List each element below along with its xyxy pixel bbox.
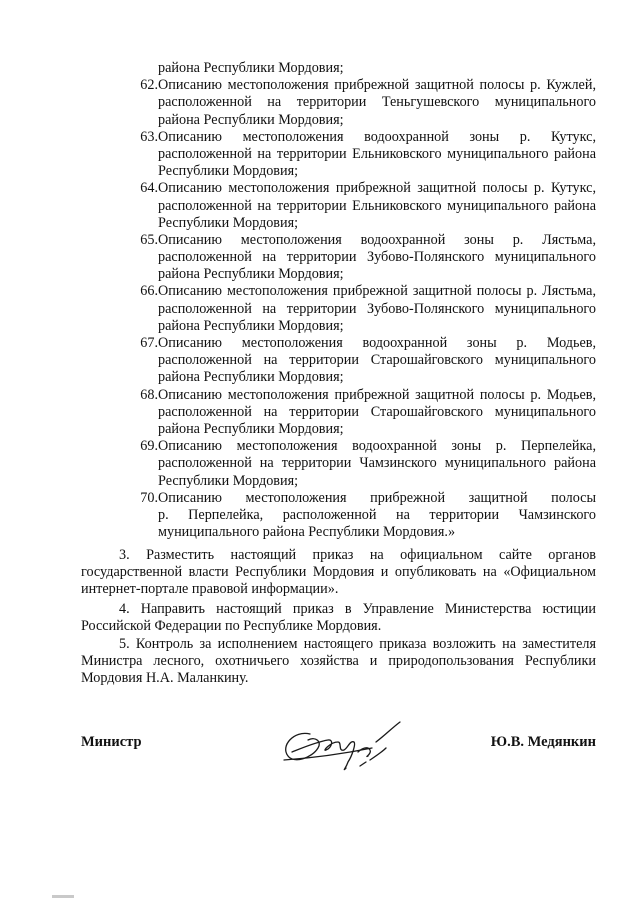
item-number: 67. [140, 335, 158, 351]
list-item [0, 180, 637, 232]
list-item [0, 335, 637, 387]
item-line: расположенной на территории Чамзинского муниципального района [158, 455, 596, 472]
item-text [158, 232, 596, 284]
item-line: р. Перпелейка, расположенной на территории Чамзинского [158, 506, 596, 523]
item-line: района Республики Мордовия; [158, 266, 344, 283]
paragraph-line: 3. Разместить настоящий приказ на официальном сайте органов [119, 547, 596, 563]
item-line: Описанию местоположения прибрежной защитной полосы р. Модьев, [158, 386, 596, 403]
item-number: 69. [140, 438, 158, 455]
item-line: Описанию местоположения прибрежной защитной полосы [158, 489, 596, 506]
item-line: Описанию местоположения прибрежной защитной полосы р. Кутукс, [158, 180, 596, 197]
item-line: расположенной на территории Зубово-Полянского муниципального [158, 300, 596, 317]
item-line: Описанию местоположения водоохранной зоны р. Перпелейка, [158, 438, 596, 455]
item-line: Республики Мордовия; [158, 163, 299, 180]
paragraph-line: Мордовия Н.А. Маланкину. [81, 670, 249, 687]
item-line: района Республики Мордовия; [158, 420, 344, 437]
list-item [0, 283, 637, 335]
item-number: 65. [140, 231, 158, 248]
item-line: Описанию местоположения водоохранной зоны р. Модьев, [158, 335, 596, 351]
item-number: 62. [140, 77, 158, 94]
item-line: Описанию местоположения водоохранной зоны р. Лястьма, [158, 231, 596, 248]
item-text [158, 129, 596, 181]
paragraph-4 [81, 601, 596, 635]
continuation-line [158, 60, 596, 77]
list-item [0, 129, 637, 181]
paragraph-line: интернет-портале правовой информации». [81, 581, 339, 598]
item-line: Республики Мордовия; [158, 214, 299, 231]
item-number: 63. [140, 128, 158, 145]
list-item [0, 490, 637, 542]
item-line: расположенной на территории Зубово-Полянского муниципального [158, 249, 596, 266]
item-line: Описанию местоположения прибрежной защитной полосы р. Лястьма, [158, 283, 596, 300]
item-line: Описанию местоположения прибрежной защитной полосы р. Кужлей, [158, 77, 596, 94]
item-line: расположенной на территории Старошайговского муниципального [158, 403, 596, 420]
item-line: района Республики Мордовия; [158, 369, 344, 386]
page-footer-mark [52, 895, 74, 898]
paragraph-5 [81, 636, 596, 688]
item-text [158, 438, 596, 490]
item-line: муниципального района Республики Мордовия.» [158, 524, 456, 541]
item-text [158, 387, 596, 439]
list-item [0, 77, 637, 129]
continuation-text: района Республики Мордовия; [158, 60, 344, 76]
item-text [158, 335, 596, 387]
signatory-title: Министр [81, 734, 142, 750]
item-line: района Республики Мордовия; [158, 317, 344, 334]
item-line: расположенной на территории Ельниковского муниципального района [158, 145, 596, 162]
paragraph-line: Министра лесного, охотничьего хозяйства и природопользования Республики [81, 653, 596, 670]
paragraph-line: государственной власти Республики Мордовия и опубликовать на «Официальном [81, 564, 596, 581]
item-number: 66. [140, 283, 158, 300]
item-line: Описанию местоположения водоохранной зоны р. Кутукс, [158, 128, 596, 145]
list-item [0, 232, 637, 284]
paragraph-line: Российской Федерации по Республике Мордовия. [81, 618, 382, 635]
item-number: 68. [140, 386, 158, 403]
item-text [158, 77, 596, 129]
item-text [158, 180, 596, 232]
item-text [158, 283, 596, 335]
order-item-list [0, 60, 637, 541]
list-item [0, 387, 637, 439]
handwritten-signature [272, 712, 412, 782]
signatory-name: Ю.В. Медянкин [490, 734, 596, 750]
item-line: расположенной на территории Теньгушевского муниципального [158, 94, 596, 111]
list-item [0, 438, 637, 490]
item-number: 64. [140, 180, 158, 197]
paragraph-line: 4. Направить настоящий приказ в Управление Министерства юстиции [119, 601, 596, 617]
paragraph-line: 5. Контроль за исполнением настоящего приказа возложить на заместителя [119, 636, 596, 652]
item-text [158, 490, 596, 542]
item-line: расположенной на территории Старошайговского муниципального [158, 352, 596, 369]
item-line: расположенной на территории Ельниковского муниципального района [158, 197, 596, 214]
paragraph-3 [81, 547, 596, 599]
item-number: 70. [140, 489, 158, 506]
item-line: Республики Мордовия; [158, 472, 299, 489]
item-line: района Республики Мордовия; [158, 111, 344, 128]
